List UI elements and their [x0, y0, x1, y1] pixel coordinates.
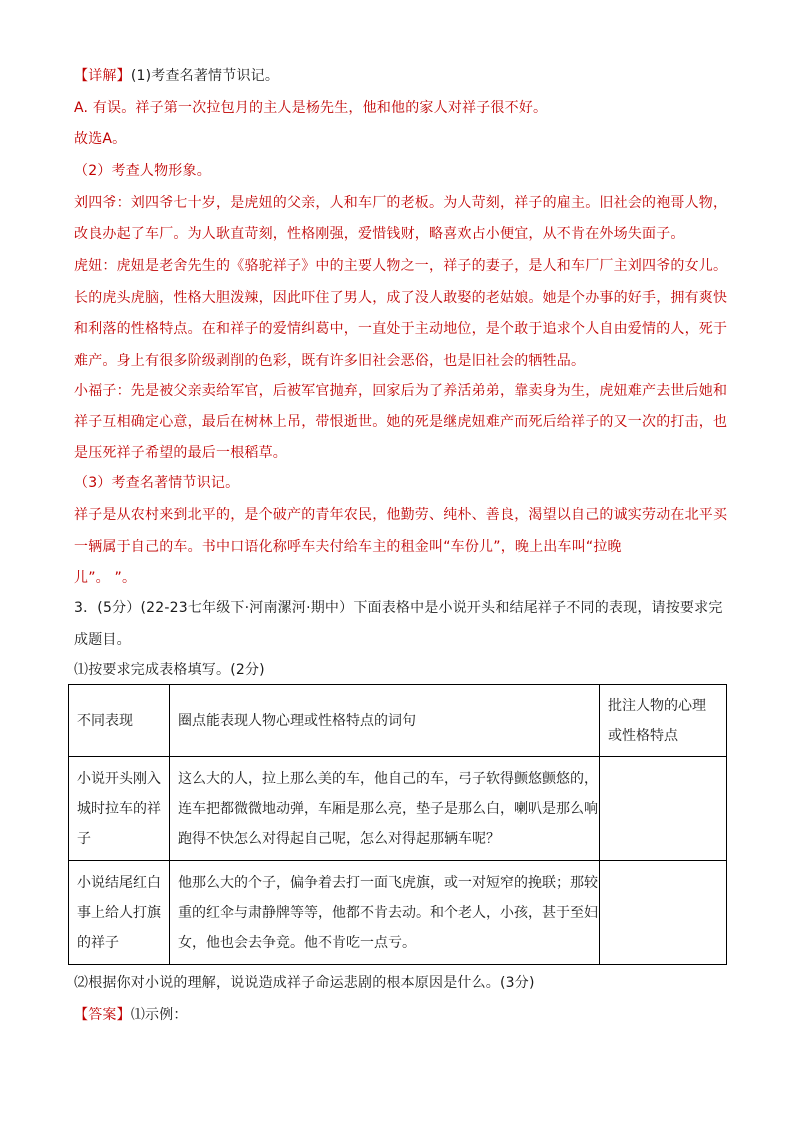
q3-line-2: 一辆属于自己的车。书中口语化称呼车夫付给车主的租金叫“车份儿”，晚上出车叫“拉晚 [74, 539, 622, 555]
q1-option-a: A. 有误。祥子第一次拉包月的主人是杨先生，他和他的家人对祥子很不好。 [74, 100, 548, 116]
q1-intro: (1)考查名著情节识记。 [130, 68, 280, 84]
row1-annotation-cell[interactable] [600, 757, 727, 861]
q3-line-3: 儿”。 ”。 [74, 570, 137, 586]
row2-phrases-line-1: 他那么大的个子，偏争着去打一面飞虎旗，或一对短窄的挽联；那较 [178, 874, 598, 891]
header-annotation-line-1: 批注人物的心理 [608, 697, 706, 714]
question3-sub2: ⑵根据你对小说的理解，说说造成祥子命运悲剧的根本原因是什么。(3分) [74, 975, 535, 991]
answer-heading [74, 1005, 188, 1025]
row1-phrases-line-1: 这么大的人，拉上那么美的车，他自己的车，弓子软得颤悠颤悠的， [178, 770, 598, 787]
liu-line-2: 改良办起了车厂。为人耿直苛刻，性格刚强，爱惜钱财，略喜欢占小便宜，从不肯在外场失面子。 [74, 226, 685, 242]
row2-behavior [69, 861, 170, 965]
explanation-tag: 【详解】 [74, 68, 131, 84]
header-circled-phrases: 圈点能表现人物心理或性格特点的词句 [170, 685, 600, 757]
row1-behavior-line-1: 小说开头刚入 [77, 770, 161, 787]
table-header-row [69, 685, 727, 757]
question3-line-1: 3．(5分）(22-23七年级下·河南漯河·期中）下面表格中是小说开头和结尾祥子不同的表现，请按要求完 [74, 600, 723, 616]
table-row [69, 861, 727, 965]
question3-sub1: ⑴按要求完成表格填写。(2分) [74, 662, 265, 678]
huniu-line-3: 和利落的性格特点。在和祥子的爱情纠葛中，一直处于主动地位，是个敢于追求个人自由爱情的人，死于 [74, 321, 728, 337]
header-annotation-line-2: 或性格特点 [608, 727, 678, 744]
liu-line-1: 刘四爷：刘四爷七十岁，是虎妞的父亲，人和车厂的老板。为人苛刻，祥子的雇主。旧社会的袍哥人物， [74, 195, 728, 211]
row2-behavior-line-1: 小说结尾红白 [77, 874, 161, 891]
huniu-line-4: 难产。身上有很多阶级剥削的色彩，既有许多旧社会恶俗，也是旧社会的牺牲品。 [74, 353, 586, 369]
row2-annotation-cell[interactable] [600, 861, 727, 965]
row1-phrases [170, 757, 600, 861]
huniu-line-1: 虎妞：虎妞是老舍先生的《骆驼祥子》中的主要人物之一，祥子的妻子，是人和车厂厂主刘四爷的女儿。 [74, 258, 728, 274]
header-different-behavior: 不同表现 [69, 685, 170, 757]
explanation-heading [74, 66, 279, 86]
comparison-table [68, 684, 727, 965]
q1-choice: 故选A。 [74, 131, 127, 147]
row2-phrases [170, 861, 600, 965]
q3-line-1: 祥子是从农村来到北平的，是个破产的青年农民，他勤劳、纯朴、善良，渴望以自己的诚实劳动在北平买 [74, 507, 728, 523]
xiaofuzi-line-3: 是压死祥子希望的最后一根稻草。 [74, 445, 287, 461]
answer-tag: 【答案】 [74, 1007, 131, 1023]
answer-text: ⑴示例： [130, 1007, 188, 1023]
table-row [69, 757, 727, 861]
row1-behavior-line-3: 子 [77, 830, 91, 847]
xiaofuzi-line-1: 小福子：先是被父亲卖给军官，后被军官抛弃，回家后为了养活弟弟，靠卖身为生，虎妞难产去世后她和 [74, 383, 728, 399]
header-annotation [600, 685, 727, 757]
row2-behavior-line-2: 事上给人打旗 [77, 904, 161, 921]
q2-intro: （2）考查人物形象。 [74, 163, 211, 179]
row2-phrases-line-2: 重的红伞与肃静牌等等，他都不肯去动。和个老人，小孩，甚于至妇 [178, 904, 598, 921]
q3-intro: （3）考查名著情节识记。 [74, 475, 240, 491]
row1-phrases-line-2: 连车把都微微地动弹，车厢是那么亮，垫子是那么白，喇叭是那么响 [178, 800, 598, 817]
row2-phrases-line-3: 女，他也会去争竞。他不肯吃一点亏。 [178, 934, 416, 951]
xiaofuzi-line-2: 祥子互相确定心意，最后在树林上吊，带恨逝世。她的死是继虎妞难产而死后给祥子的又一次的打击，也 [74, 414, 728, 430]
question3-line-2: 成题目。 [74, 632, 131, 648]
row1-behavior [69, 757, 170, 861]
row2-behavior-line-3: 的祥子 [77, 934, 119, 951]
row1-phrases-line-3: 跑得不快怎么对得起自己呢，怎么对得起那辆车呢？ [178, 830, 500, 847]
row1-behavior-line-2: 城时拉车的祥 [77, 800, 161, 817]
huniu-line-2: 长的虎头虎脑，性格大胆泼辣，因此吓住了男人，成了没人敢娶的老姑娘。她是个办事的好手，拥有爽快 [74, 290, 728, 306]
